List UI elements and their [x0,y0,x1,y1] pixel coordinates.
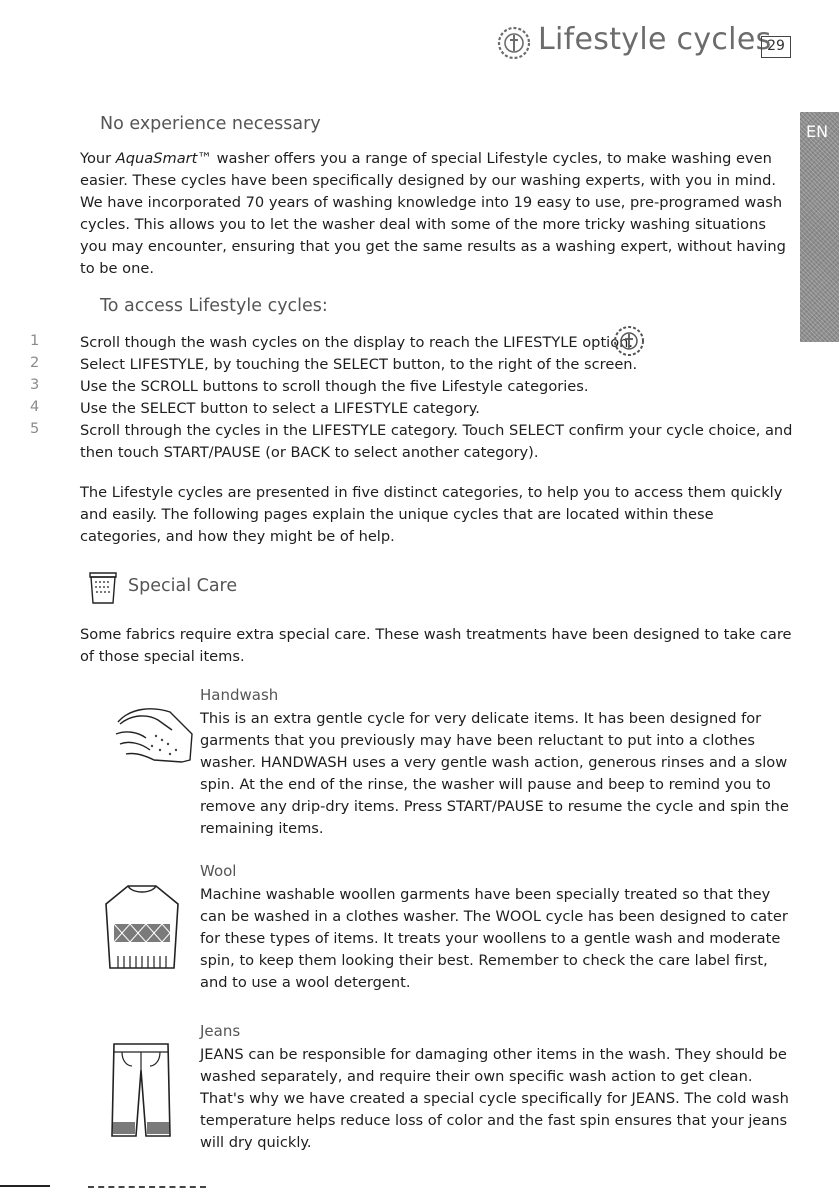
step-text: Use the SELECT button to select a LIFESTYLE category. [80,400,480,417]
intro-heading: No experience necessary [100,114,321,134]
intro-paragraph: Your AquaSmart™ washer offers you a range of special Lifestyle cycles, to make washing even easier. These cycles have been specifically designed by our washing experts, with you in mind. We have incorporated 70 years of washing knowledge into 19 easy to use, pre-programed wash cycles. This allows you to let the washer deal with some of the more tricky washing situations you may encounter, ensuring that you get the same results as a washing expert, without having to be one. [80,150,786,277]
footer-rule-dashed [88,1186,206,1188]
sweater-icon [100,880,184,980]
cycle-description-wool: Machine washable woollen garments have been specially treated so that they can be washed in a clothes washer. The WOOL cycle has been designed to cater for these types of items. It treats your woollens to a gentle wash and moderate spin, to keep them looking their best. Remember to check the care label first, and to use a wool detergent. [200,886,788,991]
step-text: Select LIFESTYLE, by touching the SELECT button, to the right of the screen. [80,356,638,373]
step-number: 1 [30,332,40,349]
step-text: Scroll through the cycles in the LIFESTYLE category. Touch SELECT confirm your cycle choice, and then touch START/PAUSE (or BACK to select another category). [80,422,793,461]
summary-paragraph: The Lifestyle cycles are presented in five distinct categories, to help you to access them quickly and easily. The following pages explain the unique cycles that are located within these categories, and how they might be of help. [80,484,783,545]
page-number: 29 [761,36,791,58]
cycle-name-jeans: Jeans [200,1022,241,1040]
step-number: 3 [30,376,40,393]
access-heading: To access Lifestyle cycles: [100,296,328,316]
cycle-description-handwash: This is an extra gentle cycle for very delicate items. It has been designed for garments that you previously may have been reluctant to put into a clothes washer. HANDWASH uses a very gentle wash action, generous rinses and a slow spin. At the end of the rinse, the washer will pause and beep to remind you to remove any drip-dry items. Press START/PAUSE to resume the cycle and spin the remaining items. [200,710,789,837]
special-care-intro: Some fabrics require extra special care. These wash treatments have been designed to take care of those special items. [80,626,792,665]
step-text: Use the SCROLL buttons to scroll though the five Lifestyle categories. [80,378,589,395]
language-tab [800,112,839,342]
handwash-icon [112,700,196,766]
brand-name: AquaSmart [115,150,198,167]
step-text: Scroll though the wash cycles on the display to reach the LIFESTYLE option. [80,334,634,351]
step-number: 2 [30,354,40,371]
special-care-icon [84,569,122,607]
page-title: Lifestyle cycles [538,22,772,57]
cycle-name-handwash: Handwash [200,686,279,704]
special-care-heading: Special Care [128,576,238,596]
jeans-icon [108,1040,174,1138]
cycle-description-jeans: JEANS can be responsible for damaging other items in the wash. They should be washed separately, and require their own specific wash action to get clean. That's why we have created a special cycle specifically for JEANS. The cold wash temperature helps reduce loss of color and the fast spin ensures that your jeans will dry quickly. [200,1046,789,1151]
language-tab-label: EN [806,122,829,141]
lifestyle-icon [497,26,531,60]
cycle-name-wool: Wool [200,862,237,880]
step-number: 4 [30,398,40,415]
lifestyle-icon [612,324,646,358]
footer-rule [0,1185,50,1187]
step-number: 5 [30,420,40,437]
